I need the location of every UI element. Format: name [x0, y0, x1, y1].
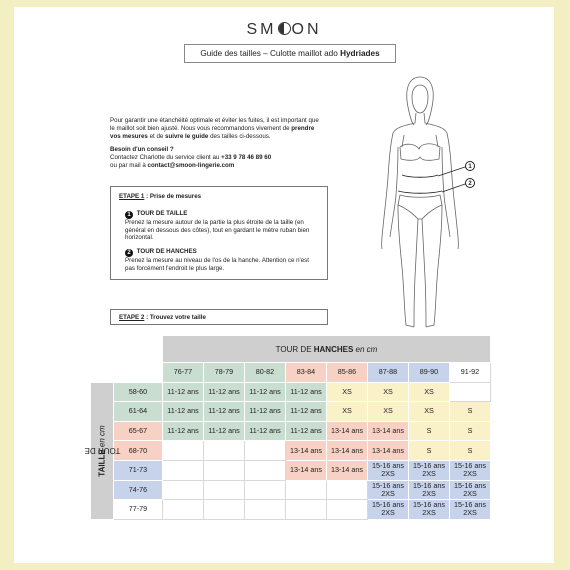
intro-text-e: des tailles ci-dessous.: [208, 132, 271, 140]
size-cell: [327, 500, 368, 520]
step1-title: : Prise de mesures: [144, 193, 202, 200]
size-cell: [163, 441, 204, 461]
intro-text-d: suivre le guide: [165, 132, 209, 140]
size-cell: 15-16 ans 2XS: [368, 500, 409, 520]
column-header: 83-84: [286, 363, 327, 383]
size-cell: XS: [368, 402, 409, 422]
step2-label: ETAPE 2: [119, 314, 145, 321]
taille-header-text: [84, 424, 120, 477]
row-header: 61-64: [114, 402, 163, 422]
size-cell: [245, 441, 286, 461]
column-header: 76-77: [163, 363, 204, 383]
size-cell: [204, 460, 245, 480]
size-cell: 11-12 ans: [286, 402, 327, 422]
size-cell: XS: [409, 402, 450, 422]
table-corner: [91, 336, 163, 363]
number-1-icon: 1: [125, 211, 133, 219]
column-header: 91-92: [450, 363, 491, 383]
row-header: 74-76: [114, 480, 163, 500]
taille-header: [84, 382, 120, 519]
size-cell: [204, 441, 245, 461]
item2-text: Prenez la mesure au niveau de l'os de la hanche. Attention ce n'est pas forcément l'endroit le plus large.: [125, 257, 309, 272]
size-cell: [204, 480, 245, 500]
size-cell: S: [409, 441, 450, 461]
size-cell: [163, 500, 204, 520]
size-cell: 13-14 ans: [368, 421, 409, 441]
size-cell: 15-16 ans 2XS: [450, 500, 491, 520]
intro-text-b: prendre vos mesures: [110, 124, 315, 140]
step1-box: [110, 186, 328, 280]
page-title: [184, 44, 396, 63]
size-cell: [163, 460, 204, 480]
size-cell: S: [450, 421, 491, 441]
size-cell: [245, 480, 286, 500]
smoon-logo: SM ON: [246, 21, 322, 38]
size-cell: 11-12 ans: [163, 402, 204, 422]
email-link[interactable]: contact@smoon-lingerie.com: [147, 161, 235, 169]
size-cell: 15-16 ans 2XS: [368, 480, 409, 500]
size-cell: 11-12 ans: [204, 382, 245, 402]
column-header: 85-86: [327, 363, 368, 383]
size-cell: [204, 500, 245, 520]
intro-text-c: et de: [147, 132, 166, 140]
size-cell: 15-16 ans 2XS: [409, 460, 450, 480]
step1-heading: [119, 193, 319, 201]
size-cell: 15-16 ans 2XS: [409, 480, 450, 500]
table-row: [91, 441, 491, 461]
table-row: [91, 500, 491, 520]
size-cell: XS: [409, 382, 450, 402]
row-header: 68-70: [114, 441, 163, 461]
size-cell: 11-12 ans: [204, 421, 245, 441]
size-table: [84, 335, 491, 520]
step2-box: [110, 309, 328, 325]
table-row: [91, 480, 491, 500]
help-text-a: Contactez Charlotte du service client au: [110, 154, 222, 162]
intro-paragraph: [110, 117, 320, 140]
marker-1-icon: 1: [465, 161, 475, 171]
row-header: 58-60: [114, 382, 163, 402]
column-header: 78-79: [204, 363, 245, 383]
size-cell: XS: [327, 402, 368, 422]
column-header: 80-82: [245, 363, 286, 383]
size-cell: XS: [368, 382, 409, 402]
row-header: 65-67: [114, 421, 163, 441]
body-figure-illustration: [360, 67, 480, 337]
help-paragraph: [110, 146, 320, 169]
size-cell: S: [409, 421, 450, 441]
item2-title: TOUR DE HANCHES: [136, 248, 197, 256]
size-cell: 13-14 ans: [327, 441, 368, 461]
size-cell: 11-12 ans: [163, 382, 204, 402]
item1-text: Prenez la mesure autour de la partie la plus étroite de la taille (en général en dessous des côtes), tout en gardant le mètre ruban bien horizontal.: [125, 218, 310, 242]
size-cell: 13-14 ans: [327, 460, 368, 480]
size-cell: [163, 480, 204, 500]
size-cell: 11-12 ans: [204, 402, 245, 422]
help-title: Besoin d'un conseil ?: [110, 146, 174, 154]
title-product: Hydriades: [340, 49, 380, 58]
table-row: [91, 460, 491, 480]
table-corner-2: [91, 363, 163, 383]
hanches-header-c: en cm: [353, 344, 378, 354]
size-cell: 13-14 ans: [327, 421, 368, 441]
title-prefix: Guide des tailles – Culotte maillot ado: [200, 49, 341, 58]
intro-text-a: Pour garantir une étanchéité optimale et éviter les fuites, il est important que le maillot soit bien ajusté. Nous vous recommandons vivement de: [110, 117, 319, 132]
size-cell: 11-12 ans: [286, 382, 327, 402]
size-cell: 15-16 ans 2XS: [368, 460, 409, 480]
step1-item-taille: [125, 210, 319, 242]
item1-title: TOUR DE TAILLE: [136, 209, 188, 217]
step1-item-hanches: [125, 248, 319, 273]
intro-text: [110, 117, 320, 176]
taille-header-a: TOUR DE: [84, 446, 120, 456]
size-cell: 11-12 ans: [245, 382, 286, 402]
size-cell: [450, 382, 491, 402]
size-cell: [327, 480, 368, 500]
hanches-header-b: HANCHES: [313, 344, 354, 354]
size-cell: [286, 480, 327, 500]
step1-label: ETAPE 1: [119, 193, 145, 200]
size-cell: 11-12 ans: [286, 421, 327, 441]
table-row: [91, 402, 491, 422]
number-2-icon: 2: [125, 249, 133, 257]
marker-2-icon: 2: [465, 178, 475, 188]
taille-header-b: TAILLE: [97, 448, 107, 477]
size-cell: 15-16 ans 2XS: [450, 460, 491, 480]
size-cell: S: [450, 402, 491, 422]
help-text-b: ou par mail à: [110, 161, 148, 169]
size-cell: 13-14 ans: [286, 460, 327, 480]
phone-link[interactable]: +33 9 78 46 89 60: [221, 154, 272, 162]
table-row: [91, 421, 491, 441]
size-guide-page: [14, 7, 554, 563]
row-header: 71-73: [114, 460, 163, 480]
size-cell: 13-14 ans: [368, 441, 409, 461]
size-cell: S: [450, 441, 491, 461]
size-cell: [245, 460, 286, 480]
hanches-header-a: TOUR DE: [275, 344, 314, 354]
size-cell: XS: [327, 382, 368, 402]
hanches-header: [163, 336, 491, 363]
column-header: 87-88: [368, 363, 409, 383]
size-cell: 11-12 ans: [163, 421, 204, 441]
size-cell: 15-16 ans 2XS: [450, 480, 491, 500]
step2-title: : Trouvez votre taille: [144, 314, 206, 321]
column-header: 89-90: [409, 363, 450, 383]
size-cell: [286, 500, 327, 520]
size-cell: 15-16 ans 2XS: [409, 500, 450, 520]
size-cell: [245, 500, 286, 520]
taille-header-c: en cm: [97, 424, 107, 449]
size-cell: 11-12 ans: [245, 402, 286, 422]
size-cell: 13-14 ans: [286, 441, 327, 461]
table-row: [91, 382, 491, 402]
moon-logo-icon: [278, 22, 291, 35]
size-cell: 11-12 ans: [245, 421, 286, 441]
row-header: 77-79: [114, 500, 163, 520]
